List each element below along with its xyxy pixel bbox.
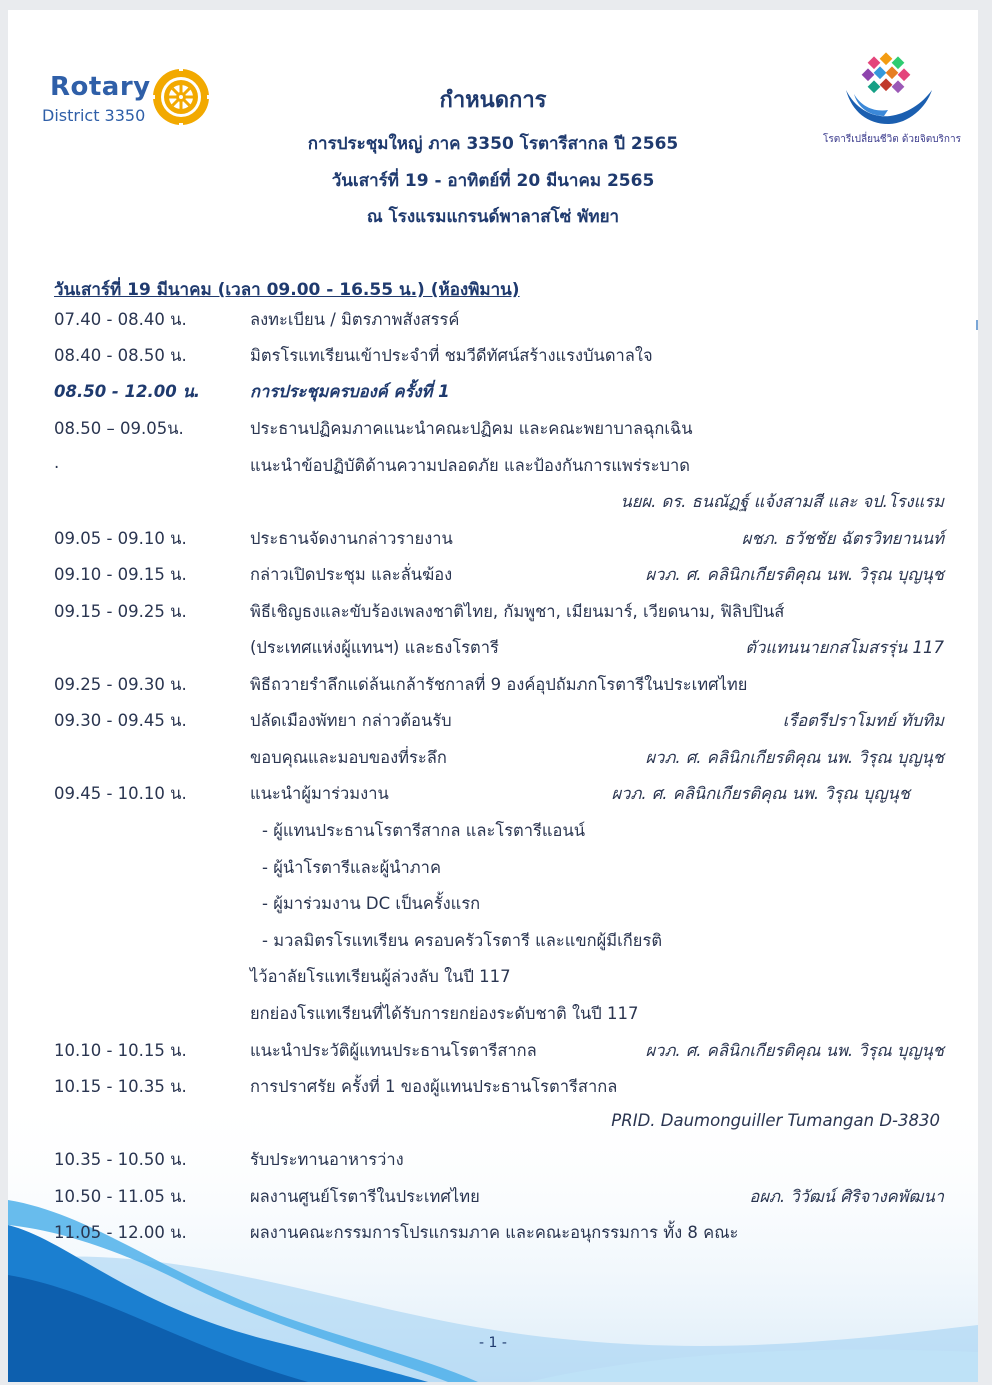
row-person: ผวภ. ศ. คลินิกเกียรติคุณ นพ. วิรุณ บุญนุช [645,748,944,767]
day-heading: วันเสาร์ที่ 19 มีนาคม (เวลา 09.00 - 16.55 น.) (ห้องพิมาน) [54,280,520,300]
row-activity: แนะนำประวัติผู้แทนประธานโรตารีสากล [250,1041,537,1060]
row-activity: รับประทานอาหารว่าง [250,1150,404,1169]
row-time: 10.10 - 10.15 น. [54,1041,187,1060]
schedule-row [8,745,978,775]
row-activity: พิธีเชิญธงและขับร้องเพลงชาติไทย, กัมพูชา, เมียนมาร์, เวียดนาม, ฟิลิปปินส์ [250,602,785,621]
schedule-row [8,964,978,994]
page-number: - 1 - [479,1335,507,1351]
document-title: กำหนดการ [439,88,547,113]
row-activity: ไว้อาลัยโรแทเรียนผู้ล่วงลับ ในปี 117 [250,967,511,986]
row-activity: - มวลมิตรโรแทเรียน ครอบครัวโรตารี และแขกผู้มีเกียรติ [262,931,663,950]
row-person: ผวภ. ศ. คลินิกเกียรติคุณ นพ. วิรุณ บุญนุช [611,784,910,803]
schedule-row [8,453,978,483]
row-time: 08.40 - 08.50 น. [54,346,187,365]
row-person: ผชภ. ธวัชชัย ฉัตรวิทยานนท์ [741,529,944,548]
schedule-row [8,891,978,921]
schedule-row [8,1074,978,1104]
schedule-row [8,307,978,337]
theme-caption: โรตารีเปลี่ยนชีวิต ด้วยจิตบริการ [823,134,961,145]
row-person: นยผ. ดร. ธนณัฏฐ์ แจ้งสามสี และ จป.โรงแรม [620,492,944,511]
row-time: . [54,453,60,472]
document-page [8,10,978,1382]
schedule-row [8,562,978,592]
row-activity: ปลัดเมืองพัทยา กล่าวต้อนรับ [250,711,452,730]
schedule-row [8,781,978,811]
schedule-row [8,1111,978,1141]
schedule-row [8,1147,978,1177]
row-activity: (ประเทศแห่งผู้แทนฯ) และธงโรตารี [250,638,499,657]
row-activity: พิธีถวายรำลึกแด่ล้นเกล้ารัชกาลที่ 9 องค์อุปถัมภกโรตารีในประเทศไทย [250,675,748,694]
row-activity: การปราศรัย ครั้งที่ 1 ของผู้แทนประธานโรตารีสากล [250,1077,618,1096]
schedule-row [8,1184,978,1214]
schedule-row [8,708,978,738]
row-activity: - ผู้นำโรตารีและผู้นำภาค [262,858,441,877]
row-activity: - ผู้แทนประธานโรตารีสากล และโรตารีแอนน์ [262,821,585,840]
schedule-row [8,599,978,629]
schedule-row [8,928,978,958]
schedule-row [8,489,978,519]
schedule-row [8,526,978,556]
rotary-wordmark: Rotary [50,72,151,102]
rotary-theme-logo [813,50,961,150]
row-time: 08.50 - 12.00 น. [54,382,201,401]
schedule-row [8,855,978,885]
row-activity: การประชุมครบองค์ ครั้งที่ 1 [250,382,450,401]
row-activity: ลงทะเบียน / มิตรภาพสังสรรค์ [250,310,460,329]
row-time: 11.05 - 12.00 น. [54,1223,187,1242]
schedule-row [8,635,978,665]
row-time: 09.30 - 09.45 น. [54,711,187,730]
row-activity: แนะนำข้อปฏิบัติด้านความปลอดภัย และป้องกันการแพร่ระบาด [250,456,690,475]
row-person: อผภ. วิวัฒน์ ศิริจางคพัฒนา [749,1187,944,1206]
hands-globe-icon [828,50,948,130]
schedule-row [8,343,978,373]
schedule-row-session [8,379,978,409]
row-time: 08.50 – 09.05น. [54,419,184,438]
schedule-row [8,818,978,848]
row-activity: ยกย่องโรแทเรียนที่ได้รับการยกย่องระดับชาติ ในปี 117 [250,1004,639,1023]
row-activity: ประธานจัดงานกล่าวรายงาน [250,529,453,548]
row-activity: ขอบคุณและมอบของที่ระลึก [250,748,447,767]
schedule-row [8,1001,978,1031]
row-activity: ผลงานคณะกรรมการโปรแกรมภาค และคณะอนุกรรมการ ทั้ง 8 คณะ [250,1223,739,1242]
row-person: ผวภ. ศ. คลินิกเกียรติคุณ นพ. วิรุณ บุญนุช [645,1041,944,1060]
row-activity: กล่าวเปิดประชุม และลั่นฆ้อง [250,565,453,584]
row-time: 09.25 - 09.30 น. [54,675,187,694]
event-name: การประชุมใหญ่ ภาค 3350 โรตารีสากล ปี 2565 [307,134,679,154]
row-time: 09.45 - 10.10 น. [54,784,187,803]
row-time: 10.50 - 11.05 น. [54,1187,187,1206]
row-activity: ผลงานศูนย์โรตารีในประเทศไทย [250,1187,480,1206]
row-activity: มิตรโรแทเรียนเข้าประจำที่ ชมวีดีทัศน์สร้างแรงบันดาลใจ [250,346,653,365]
row-activity: แนะนำผู้มาร่วมงาน [250,784,389,803]
event-dates: วันเสาร์ที่ 19 - อาทิตย์ที่ 20 มีนาคม 2565 [331,171,655,191]
row-time: 09.10 - 09.15 น. [54,565,187,584]
row-person: เรือตรีปราโมทย์ ทับทิม [782,711,944,730]
schedule-row [8,672,978,702]
edge-mark [976,320,978,330]
rotary-district-logo [42,58,217,138]
row-activity: - ผู้มาร่วมงาน DC เป็นครั้งแรก [262,894,481,913]
schedule-row [8,1038,978,1068]
row-activity: ประธานปฏิคมภาคแนะนำคณะปฏิคม และคณะพยาบาลฉุกเฉิน [250,419,693,438]
row-time: 07.40 - 08.40 น. [54,310,187,329]
row-time: 10.15 - 10.35 น. [54,1077,187,1096]
rotary-wheel-icon [150,66,212,128]
row-time: 09.05 - 09.10 น. [54,529,187,548]
row-time: 10.35 - 10.50 น. [54,1150,187,1169]
row-person: ตัวแทนนายกสโมสรรุ่น 117 [745,638,944,657]
schedule-row [8,416,978,446]
row-person: PRID. Daumonguiller Tumangan D-3830 [611,1111,940,1130]
schedule-row [8,1220,978,1250]
row-time: 09.15 - 09.25 น. [54,602,187,621]
event-venue: ณ โรงแรมแกรนด์พาลาสโซ่ พัทยา [366,207,620,227]
district-label: District 3350 [42,106,146,125]
row-person: ผวภ. ศ. คลินิกเกียรติคุณ นพ. วิรุณ บุญนุช [645,565,944,584]
